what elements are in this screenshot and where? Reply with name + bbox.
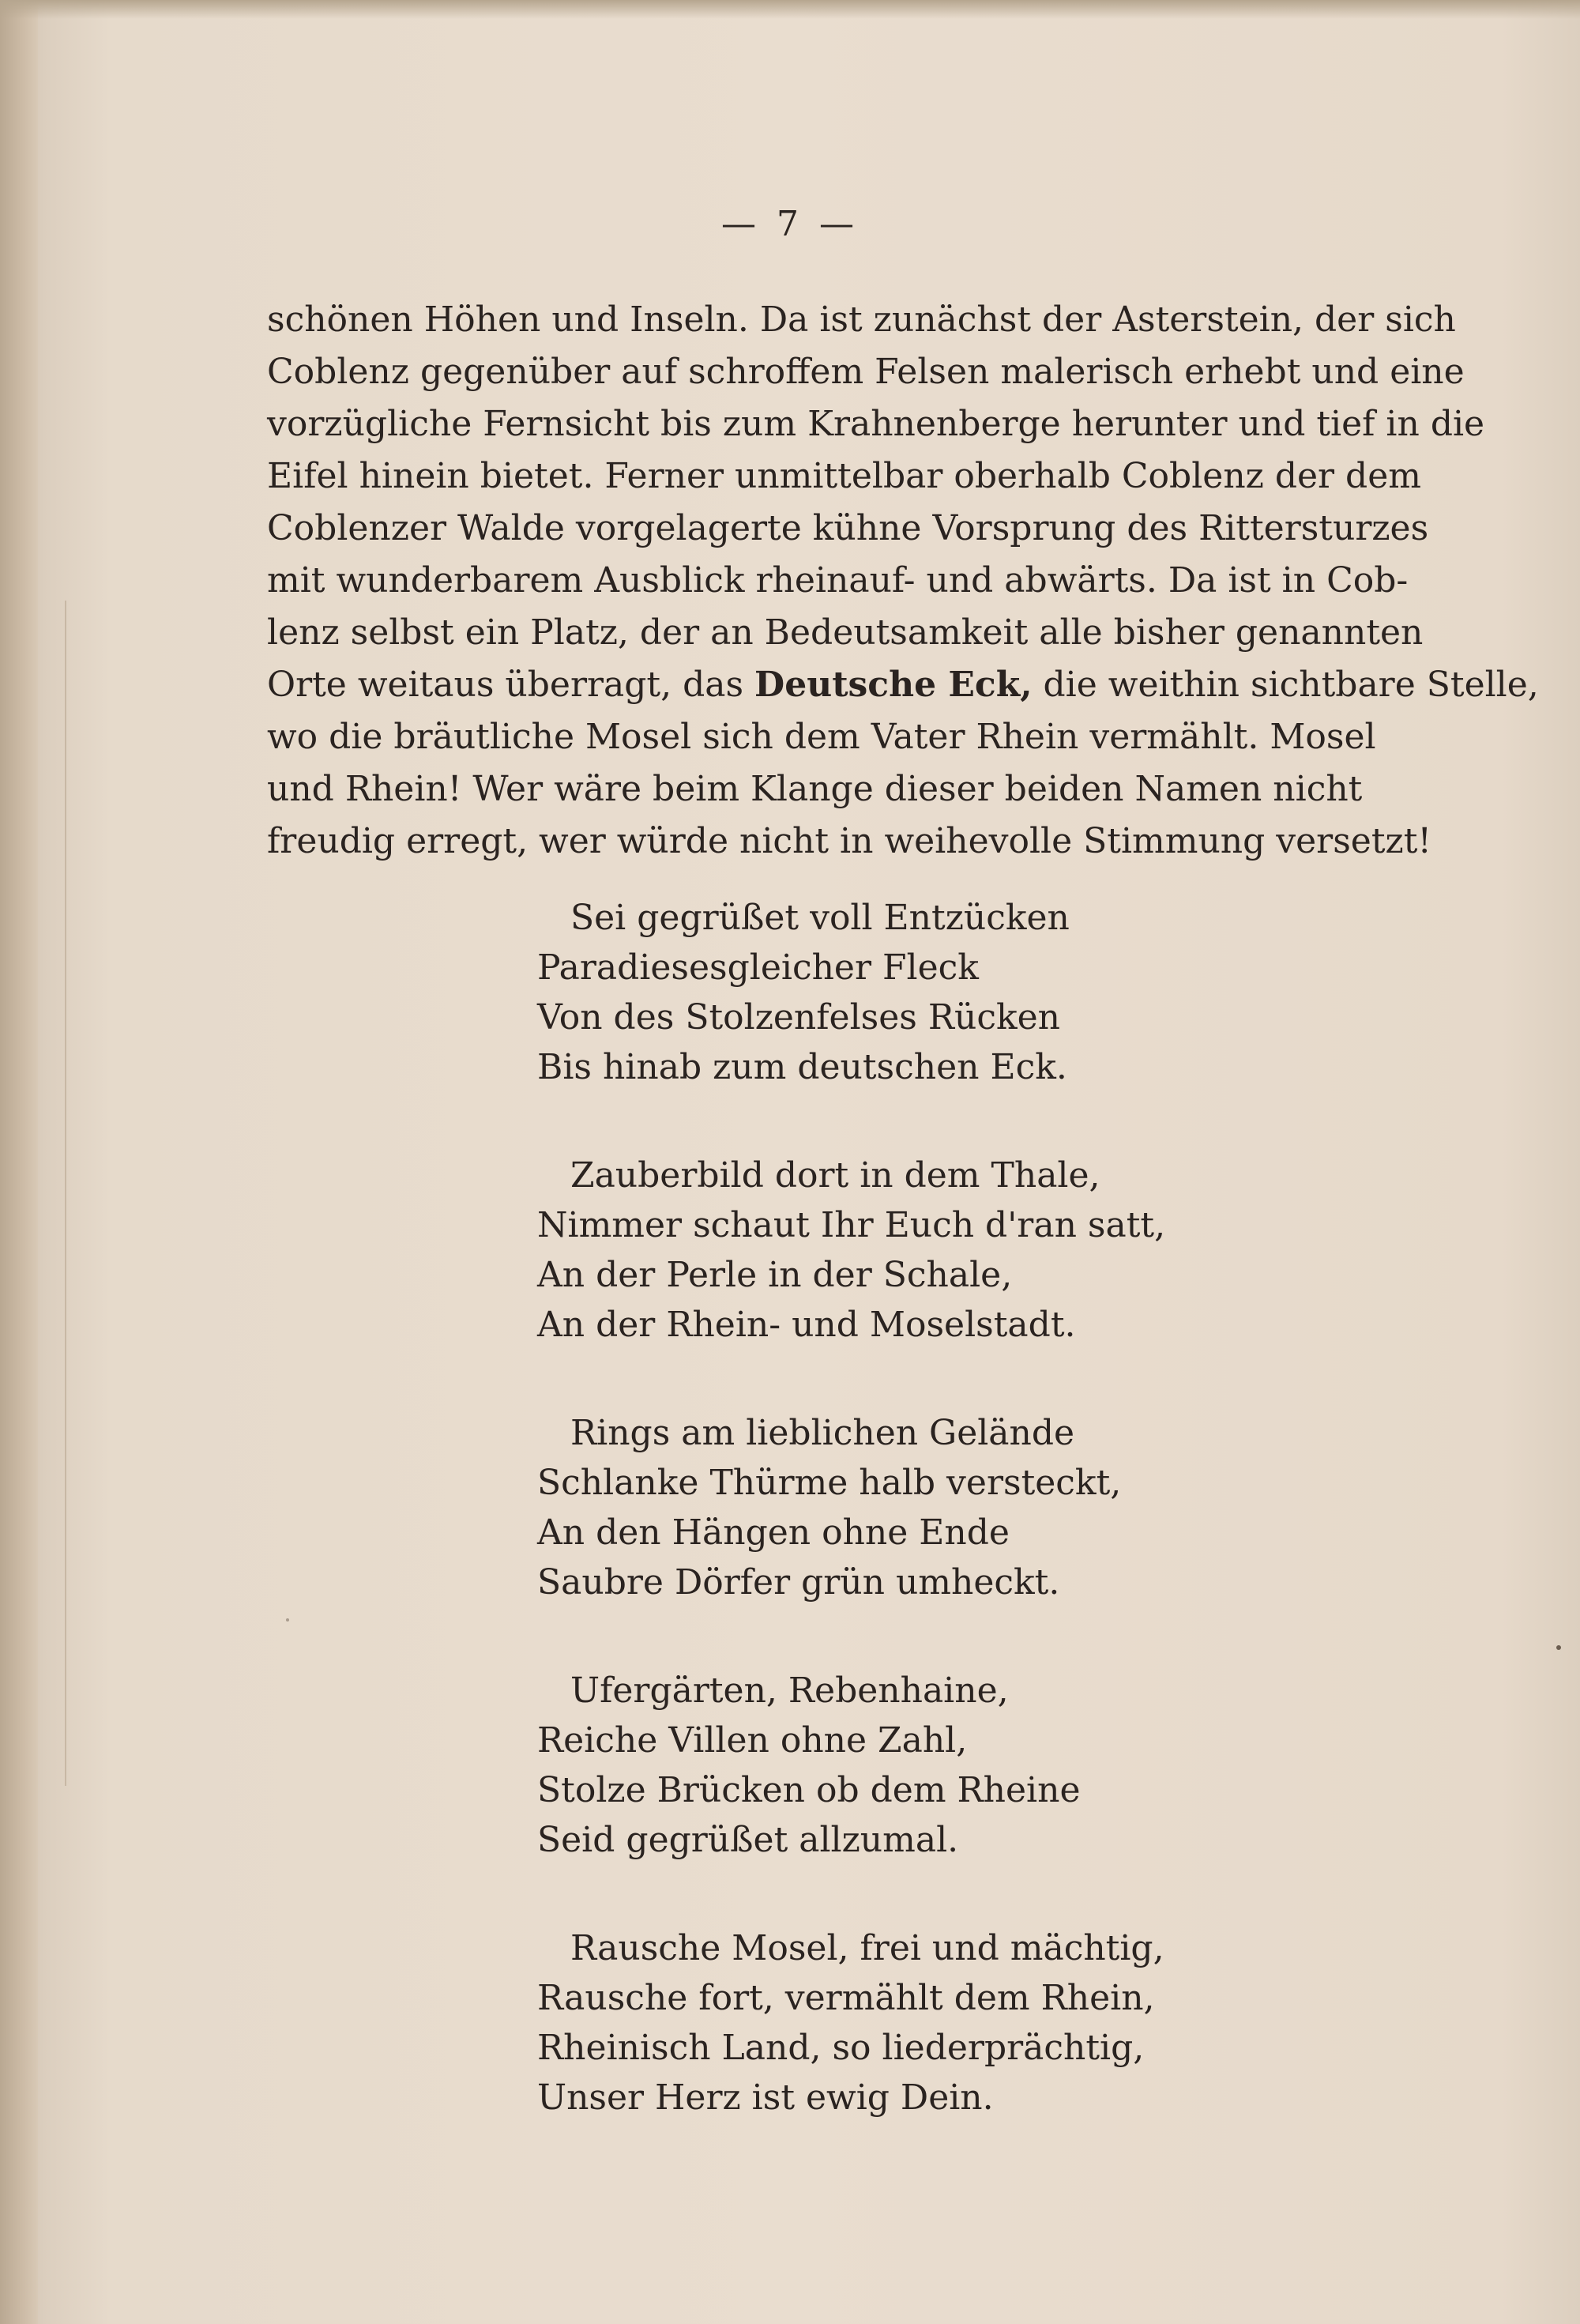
- prose-paragraph: [267, 294, 1539, 868]
- verse-line: An der Rhein- und Moselstadt.: [537, 1305, 1076, 1345]
- prose-line: schönen Höhen und Inseln. Da ist zunächst der Asterstein, der sich: [267, 299, 1456, 340]
- poem-stanza: [537, 1666, 1138, 1865]
- poem-stanza: [537, 1408, 1138, 1607]
- verse-line: Von des Stolzenfelses Rücken: [537, 997, 1060, 1038]
- paper-speck: [1556, 1645, 1561, 1650]
- verse-line: Paradiesesgleicher Fleck: [537, 947, 979, 988]
- verse-line: Nimmer schaut Ihr Euch d'ran satt,: [537, 1205, 1166, 1245]
- verse-line: Sei gegrüßet voll Entzücken: [570, 898, 1070, 938]
- poem-stanza: [537, 1923, 1164, 2122]
- verse-line: Rausche Mosel, frei und mächtig,: [570, 1928, 1164, 1968]
- prose-line: wo die bräutliche Mosel sich dem Vater Rhein vermählt. Mosel: [267, 717, 1376, 757]
- verse-line: An den Hängen ohne Ende: [537, 1512, 1010, 1553]
- verse-line: Bis hinab zum deutschen Eck.: [537, 1047, 1067, 1087]
- verse-line: Zauberbild dort in dem Thale,: [570, 1155, 1100, 1196]
- prose-text: Orte weitaus überragt, das: [267, 665, 744, 705]
- verse-line: Rheinisch Land, so liederprächtig,: [537, 2028, 1145, 2068]
- page-number: — 7 —: [721, 204, 859, 244]
- poem-stanza: [537, 893, 1138, 1092]
- prose-line: Coblenzer Walde vorgelagerte kühne Vorsprung des Rittersturzes: [267, 508, 1429, 548]
- verse-line: Saubre Dörfer grün umheckt.: [537, 1562, 1060, 1603]
- poem: [537, 893, 1166, 2181]
- binding-crease: [65, 601, 66, 1786]
- verse-line: Seid gegrüßet allzumal.: [537, 1820, 959, 1860]
- poem-stanza: [537, 1151, 1166, 1350]
- prose-line: Coblenz gegenüber auf schroffem Felsen malerisch erhebt und eine: [267, 352, 1465, 392]
- verse-line: Rausche fort, vermählt dem Rhein,: [537, 1978, 1155, 2018]
- verse-line: Rings am lieblichen Gelände: [570, 1413, 1075, 1453]
- verse-line: An der Perle in der Schale,: [537, 1255, 1013, 1295]
- verse-line: Unser Herz ist ewig Dein.: [537, 2077, 994, 2118]
- prose-line: Eifel hinein bietet. Ferner unmittelbar oberhalb Coblenz der dem: [267, 456, 1421, 496]
- prose-line: vorzügliche Fernsicht bis zum Krahnenberge herunter und tief in die: [267, 404, 1485, 444]
- prose-line: und Rhein! Wer wäre beim Klange dieser beiden Namen nicht: [267, 769, 1363, 809]
- emphasized-deutsche-eck: Deutsche Eck,: [754, 665, 1033, 705]
- prose-line: lenz selbst ein Platz, der an Bedeutsamkeit alle bisher genannten: [267, 612, 1424, 653]
- prose-text: die weithin sichtbare Stelle,: [1043, 665, 1539, 705]
- prose-line-deutsches-eck: [267, 659, 1539, 711]
- paper-speck: [286, 1618, 289, 1622]
- prose-line: freudig erregt, wer würde nicht in weihevolle Stimmung versetzt!: [267, 821, 1432, 861]
- prose-line: mit wunderbarem Ausblick rheinauf- und abwärts. Da ist in Cob-: [267, 560, 1409, 601]
- verse-line: Stolze Brücken ob dem Rheine: [537, 1770, 1081, 1810]
- verse-line: Ufergärten, Rebenhaine,: [570, 1670, 1009, 1711]
- verse-line: Reiche Villen ohne Zahl,: [537, 1720, 968, 1761]
- page-binding-edge: [0, 0, 38, 2324]
- verse-line: Schlanke Thürme halb versteckt,: [537, 1463, 1122, 1503]
- page-top-shadow: [0, 0, 1580, 19]
